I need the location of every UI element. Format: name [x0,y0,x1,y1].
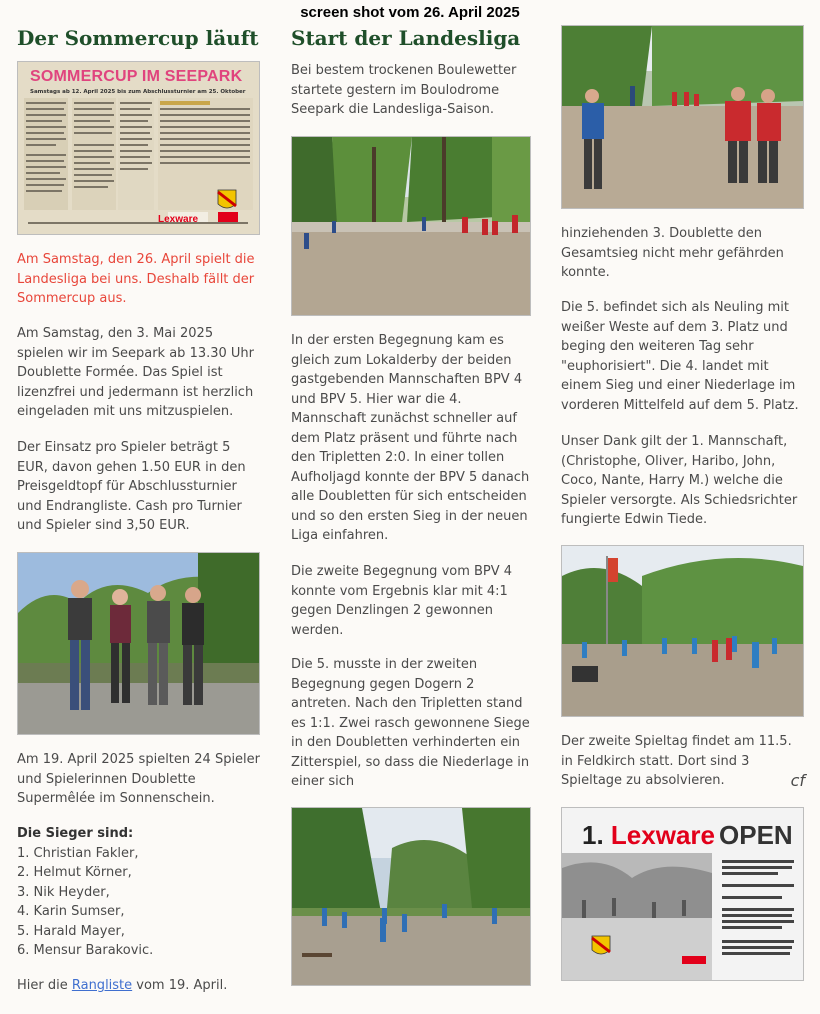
lexware-open-poster[interactable] [561,807,804,981]
lexware-open-prefix: 1. [582,820,604,850]
ranking-line [17,976,261,996]
boulodrome-photo-1-image [292,137,530,315]
boulodrome-photo-2[interactable] [291,807,531,986]
spieltag-photo[interactable] [561,545,804,717]
winners-title: Die Sieger sind: [17,826,134,841]
winners-photo[interactable] [17,552,260,735]
screenshot-caption: screen shot vom 26. April 2025 [300,4,520,21]
boulodrome-photo-2-image [292,808,530,985]
ranking-suffix: vom 19. April. [132,978,228,993]
lexware-open-word: OPEN [719,820,793,850]
winner-3: 3. Nik Heyder, [17,884,110,900]
ranking-prefix: Hier die [17,978,72,993]
heading-sommercup: Der Sommercup läuft [17,26,259,50]
landesliga-paragraph-4: Die 5. musste in der zweiten Begegnung gegen Dogern 2 antreten. Nach den Tripletten stand es 1:1. Zwei rasch gewonnene Siege in den Doubletten verhinderten ein Zitterspiel, so dass die Niederlage in einer sich [291,657,530,789]
spieltag-photo-image [562,546,803,716]
winner-4: 4. Karin Sumser, [17,904,125,919]
winners-photo-image [18,553,259,734]
landesliga-paragraph-8: Der zweite Spieltag findet am 11.5. in Feldkirch statt. Dort sind 3 Spieltage zu absolvieren. [561,734,792,788]
winner-5: 5. Harald Mayer, [17,923,125,939]
supermelee-paragraph: Am 19. April 2025 spielten 24 Spieler und Spielerinnen Doublette Supermêlée im Sonnenschein. [17,752,261,806]
poster-brand: Lexware [158,214,199,225]
winner-1: 1. Christian Fakler, [17,845,139,861]
author-signature: cf [790,771,805,790]
ranking-link[interactable]: Rangliste [71,978,133,993]
lexware-open-brand: Lexware [610,820,715,850]
players-photo[interactable] [561,25,804,209]
players-photo-image [562,26,803,208]
sommercup-poster[interactable] [17,61,260,235]
landesliga-paragraph-3: Die zweite Begegnung vom BPV 4 konnte vom Ergebnis klar mit 4:1 gegen Denzlingen 2 gewonnen werden. [291,564,513,638]
boulodrome-photo-1[interactable] [291,136,531,316]
landesliga-paragraph-1: Bei bestem trockenen Boulewetter startete gestern im Boulodrome Seepark die Landesliga-Saison. [291,63,517,117]
landesliga-paragraph-7: Unser Dank gilt der 1. Mannschaft, (Christophe, Oliver, Haribo, John, Coco, Nante, Harry M.) welche die Spieler versorgte. Als Schiedsrichter fungierte Edwin Tiede. [561,434,798,527]
poster-title: SOMMERCUP IM SEEPARK [30,68,243,85]
poster-background [18,62,259,234]
sommercup-paragraph-2: Der Einsatz pro Spieler beträgt 5 EUR, davon gehen 1.50 EUR in den Preisgeldtopf für Abschlussturnier und Endrangliste. Cash pro Turnier und Spieler sind 3,50 EUR. [17,440,246,533]
winner-2: 2. Helmut Körner, [17,865,132,880]
lexware-open-title [582,820,793,851]
heading-landesliga: Start der Landesliga [291,26,521,50]
landesliga-paragraph-6: Die 5. befindet sich als Neuling mit weißer Weste auf dem 3. Platz und beging den weiteren Tag sehr "euphorisiert". Die 4. landet mit einem Sieg und einer Niederlage im vorderen Mittelfeld auf dem 5. Platz. [561,300,799,413]
winners-list [17,824,153,961]
notice-text: Am Samstag, den 26. April spielt die Landesliga bei uns. Deshalb fällt der Sommercup aus. [17,252,255,306]
poster-subtitle: Samstags ab 12. April 2025 bis zum Abschlussturnier am 25. Oktober [30,89,246,95]
sommercup-paragraph-1: Am Samstag, den 3. Mai 2025 spielen wir im Seepark ab 13.30 Uhr Doublette Formée. Das Spiel ist lizenzfrei und jedermann ist herzlich eingeladen mit uns mitzuspielen. [17,326,255,419]
landesliga-paragraph-2: In der ersten Begegnung kam es gleich zum Lokalderby der beiden gastgebenden Mannschaften BPV 4 und BPV 5. Hier war die 4. Mannschaft zunächst schneller auf dem Platz präsent und führte nach den Tripletten 2:0. In einer tollen Aufholjagd konnte der BPV 5 danach alle Doubletten für sich entscheiden und so den ersten Sieg in der neuen Liga einfahren. [291,333,530,543]
landesliga-paragraph-5: hinziehenden 3. Doublette den Gesamtsieg nicht mehr gefährden konnte. [561,226,784,280]
winner-6: 6. Mensur Barakovic. [17,943,154,958]
